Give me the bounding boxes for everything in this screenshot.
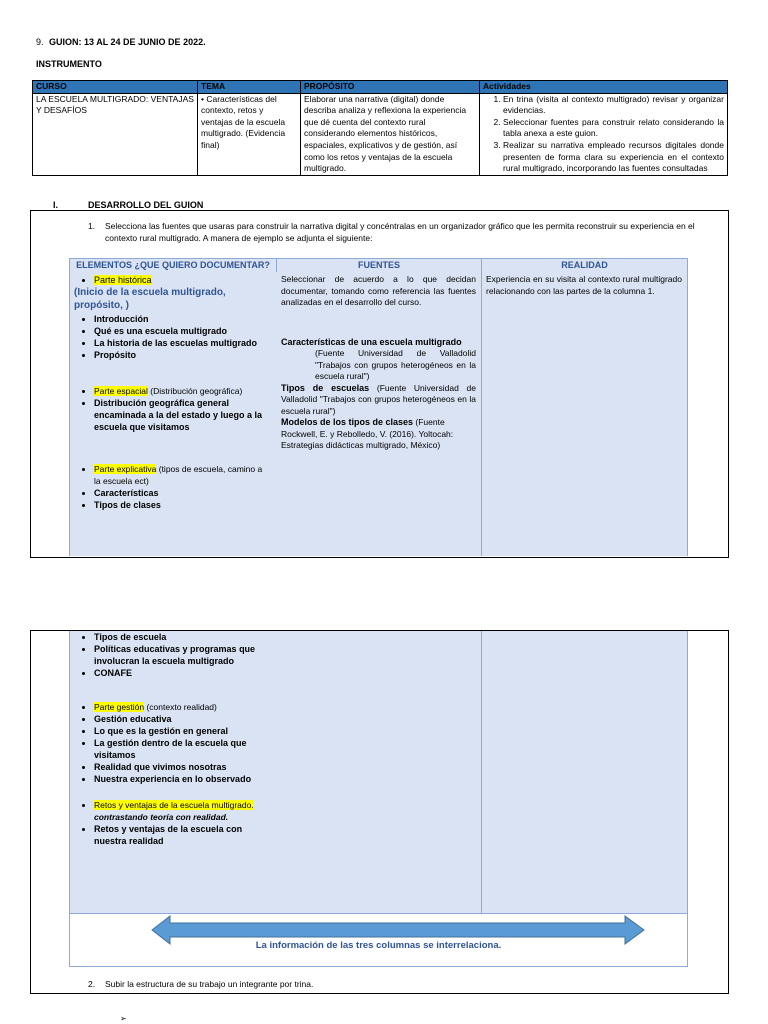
gestion-label: Parte gestión	[94, 702, 145, 712]
list-item: • Distribución geográfica general encaminada a la del estado y luego a la escuela que visitamos	[94, 397, 270, 433]
header-actividades: Actividades	[480, 81, 728, 94]
tipos-block	[281, 383, 476, 418]
espacial-label: Parte espacial	[94, 386, 148, 396]
gestion-sub: (contexto realidad)	[144, 702, 217, 712]
actividad-item: 1. En trina (visita al contexto multigrado) revisar y organizar evidencias.	[503, 94, 724, 117]
espacial-sub: (Distribución geográfica)	[147, 386, 243, 396]
actividades-list	[483, 94, 724, 175]
retos-realidad-item	[94, 823, 270, 847]
section-title: DESARROLLO DEL GUION	[88, 200, 204, 210]
curso-text: LA ESCUELA MULTIGRADO: VENTAJAS Y DESAFÍOS	[36, 93, 194, 116]
list-item: • La historia de las escuelas multigrado	[94, 337, 270, 349]
list-item: • Tipos de escuela	[94, 631, 270, 643]
tema-text: Características del contexto, retos y ventajas de la escuela multigrado. (Evidencia final)	[201, 93, 286, 150]
explicativa-label: Parte explicativa	[94, 464, 157, 474]
arrow-caption: La información de las tres columnas se interrelaciona.	[255, 940, 502, 951]
list-item: • La gestión dentro de la escuela que visitamos	[94, 737, 270, 761]
list-item: • Características	[94, 487, 270, 499]
retos-item	[94, 799, 270, 823]
fuentes-content	[281, 274, 476, 452]
col-fuentes-cont	[277, 631, 482, 913]
caract-src: (Fuente Universidad de Valladolid "Trabajos con grupos heterogéneos en la escuela rural")	[315, 348, 476, 381]
course-table-row	[33, 93, 728, 175]
list-item: • Qué es una escuela multigrado	[94, 325, 270, 337]
list-item: • Tipos de clases	[94, 499, 270, 511]
step2-number: 2.	[88, 979, 96, 989]
step1-number: 1.	[88, 221, 96, 231]
arrow-row	[69, 913, 688, 967]
course-table	[32, 80, 728, 176]
heading-number: 9.	[36, 37, 44, 47]
modelos-title: Modelos de los tipos de clases	[281, 417, 414, 427]
retos-sub: contrastando teoría con realidad.	[94, 812, 229, 822]
list-item: • CONAFE	[94, 667, 270, 679]
list-item: • Realidad que vivimos nosotras	[94, 761, 270, 773]
explicativa-sub: (tipos de escuela, camino a la escuela ect)	[94, 464, 263, 486]
instrumento-label: INSTRUMENTO	[36, 59, 102, 69]
actividad-item: 3. Realizar su narrativa empleado recursos digitales donde presenten de forma clara su experiencia en el contexto rural multigrado, incorporando las fuentes consultadas	[503, 140, 724, 175]
historica-label: Parte histórica	[94, 275, 152, 285]
elementos-content-bottom	[74, 631, 270, 847]
arrow-bullet-icon: ➢	[120, 1014, 127, 1023]
espacial-item	[94, 385, 270, 397]
list-item: • Lo que es la gestión en general	[94, 725, 270, 737]
list-item: • Gestión educativa	[94, 713, 270, 725]
step1-text: Selecciona las fuentes que usaras para construir la narrativa digital y concéntralas en un organizador gráfico que les permita reconstruir su experiencia en el contexto rural multigrado. A manera de ejemplo se adjunta el siguiente:	[105, 221, 695, 243]
heading-title: GUION: 13 AL 24 DE JUNIO DE 2022.	[49, 37, 206, 47]
course-table-header	[33, 81, 728, 94]
curso-cell	[33, 93, 198, 175]
retos-label: Retos y ventajas de la escuela multigrado.	[94, 800, 254, 810]
bullet-icon: •	[201, 93, 204, 104]
realidad-text: Experiencia en su visita al contexto rural multigrado relacionando con las partes de la columna 1.	[486, 274, 682, 296]
step2-text: Subir la estructura de su trabajo un integrante por trina.	[105, 979, 314, 989]
actividad-item: 2. Seleccionar fuentes para construir relato considerando la tabla anexa a este guion.	[503, 117, 724, 140]
header-tema: TEMA	[198, 81, 301, 94]
guion-heading	[36, 36, 206, 48]
list-item: • Introducción	[94, 313, 270, 325]
caract-title: Características de una escuela multigrado	[281, 336, 462, 347]
list-item: • Nuestra experiencia en lo observado	[94, 773, 270, 785]
section-numeral: I.	[53, 200, 59, 210]
modelos-src: (Fuente Rockwell, E. y Rebolledo, V. (2016). Yoltocah: Estrategias didácticas multigrado, México)	[281, 417, 454, 450]
list-item: • Propósito	[94, 349, 270, 361]
header-fuentes: FUENTES	[276, 258, 482, 273]
proposito-cell	[301, 93, 480, 175]
actividades-cell	[480, 93, 728, 175]
col-realidad-cont	[482, 631, 688, 913]
elementos-content-top	[74, 274, 270, 511]
modelos-block	[281, 417, 476, 452]
header-elementos: ELEMENTOS ¿QUE QUIERO DOCUMENTAR?	[69, 258, 277, 273]
historica-sub: (Inicio de la escuela multigrado, propósito, )	[74, 287, 226, 311]
tipos-src: (Fuente Universidad de Valladolid "Trabajos con grupos heterogéneos en la escuela rural")	[281, 382, 476, 416]
tema-cell	[198, 93, 301, 175]
fuentes-intro: Seleccionar de acuerdo a lo que decidan documentar, tomando como referencia las fuentes analizadas en el desarrollo del curso.	[281, 274, 476, 307]
retos-realidad-text: Retos y ventajas de la escuela con nuestra realidad	[94, 824, 243, 846]
header-proposito: PROPÓSITO	[301, 81, 480, 94]
header-curso: CURSO	[33, 81, 198, 94]
list-item: • Políticas educativas y programas que involucran la escuela multigrado	[94, 643, 270, 667]
col-realidad	[482, 272, 688, 556]
tipos-title: Tipos de escuelas	[281, 382, 370, 393]
gestion-item	[94, 701, 270, 713]
proposito-text: Elaborar una narrativa (digital) donde describa analiza y reflexiona la experiencia que dé cuenta del contexto rural considerando elementos históricos, espaciales, explicativos y de gestión, así como los retos y ventajas de la escuela multigrado.	[304, 93, 467, 174]
historica-item	[94, 274, 270, 286]
explicativa-item	[94, 463, 270, 487]
header-realidad: REALIDAD	[481, 258, 688, 273]
